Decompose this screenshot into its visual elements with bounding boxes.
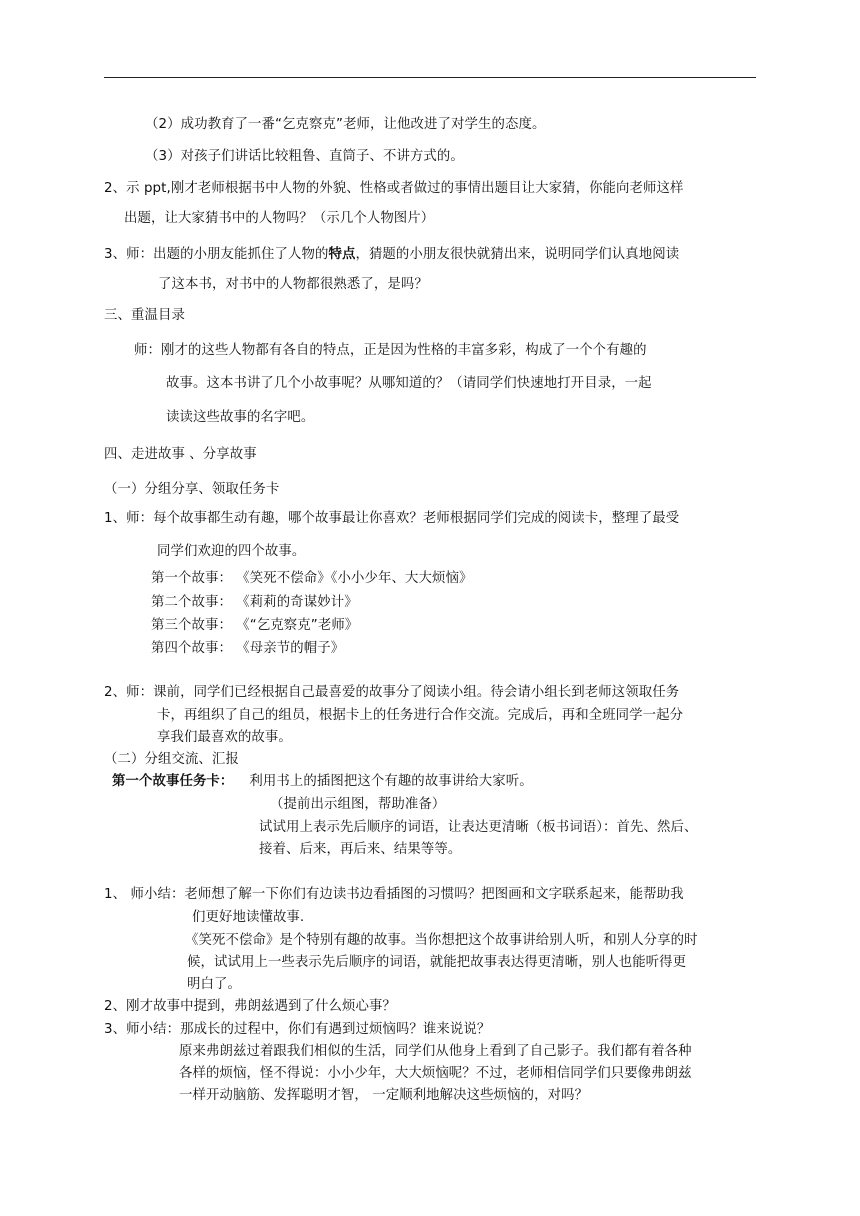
- task-card-line: [112, 773, 533, 791]
- sub-heading: （二）分组交流、汇报: [104, 752, 239, 767]
- text-line: [104, 246, 679, 264]
- text-line: 1、 师小结：老师想了解一下你们有边读书边看插图的习惯吗？把图画和文字联系起来，能帮助我: [104, 887, 684, 902]
- text-line: 《笑死不偿命》是个特别有趣的故事。当你想把这个故事讲给别人听，和别人分享的时: [185, 933, 698, 948]
- text-line: 2、示 ppt,刚才老师根据书中人物的外貌、性格或者做过的事情出题目让大家猜，你能向老师这样: [104, 181, 684, 196]
- text-line: （3）对孩子们讲话比较粗鲁、直筒子、不讲方式的。: [145, 149, 464, 164]
- text-line: 卡，再组织了自己的组员，根据卡上的任务进行合作交流。完成后，再和全班同学一起分: [157, 708, 684, 723]
- text-line: 2、师：课前，同学们已经根据自己最喜爱的故事分了阅读小组。待会请小组长到老师这领取任务: [104, 685, 680, 700]
- text-line: 了这本书，对书中的人物都很熟悉了，是吗？: [158, 277, 428, 292]
- story-item: 第三个故事： 《“乞克察克”老师》: [151, 618, 359, 633]
- text-line: 3、师小结：那成长的过程中，你们有遇到过烦恼吗？谁来说说？: [104, 1022, 491, 1037]
- text-line: 读读这些故事的名字吧。: [166, 410, 315, 425]
- text-line: 2、刚才故事中提到，弗朗兹遇到了什么烦心事？: [104, 999, 396, 1014]
- section-heading: 三、重温目录: [104, 308, 185, 323]
- text-line: 师：刚才的这些人物都有各自的特点，正是因为性格的丰富多彩，构成了一个个有趣的: [134, 343, 647, 358]
- sub-heading: （一）分组分享、领取任务卡: [104, 482, 280, 497]
- emphasis-text: 特点: [328, 247, 356, 262]
- text-line: （2）成功教育了一番“乞克察克”老师，让他改进了对学生的态度。: [145, 117, 546, 132]
- text-segment: 3、师：出题的小朋友能抓住了人物的: [104, 247, 329, 262]
- task-card-label: 第一个故事任务卡：: [112, 774, 234, 789]
- text-line: 出题，让大家猜书中的人物吗？（示几个人物图片）: [124, 211, 435, 226]
- text-line: 明白了。: [187, 977, 241, 992]
- text-line: 一样开动脑筋、发挥聪明才智， 一定顺利地解决这些烦恼的，对吗？: [179, 1088, 589, 1103]
- text-line: 试试用上表示先后顺序的词语，让表达更清晰（板书词语）：首先、然后、: [259, 820, 698, 835]
- text-line: 们更好地读懂故事.: [192, 910, 305, 925]
- text-segment: 利用书上的插图把这个有趣的故事讲给大家听。: [249, 774, 533, 789]
- story-item: 第二个故事： 《莉莉的奇谋妙计》: [151, 595, 358, 610]
- text-line: 故事。这本书讲了几个小故事呢？从哪知道的？（请同学们快速地打开目录，一起: [166, 376, 652, 391]
- text-segment: ，猜题的小朋友很快就猜出来，说明同学们认真地阅读: [355, 247, 680, 262]
- text-line: 各样的烦恼，怪不得说：小小少年，大大烦恼呢？不过，老师相信同学们只要像弗朗兹: [179, 1066, 692, 1081]
- section-heading: 四、走进故事 、分享故事: [104, 447, 257, 462]
- story-item: 第四个故事： 《母亲节的帽子》: [151, 641, 345, 656]
- text-line: 同学们欢迎的四个故事。: [157, 544, 306, 559]
- text-line: 接着、后来，再后来、结果等等。: [259, 842, 462, 857]
- text-line: 享我们最喜欢的故事。: [157, 730, 292, 745]
- text-line: （提前出示组图，帮助准备）: [270, 797, 446, 812]
- story-item: 第一个故事： 《笑死不偿命》《小小少年、大大烦恼》: [151, 571, 473, 586]
- text-line: 候，试试用上一些表示先后顺序的词语，就能把故事表达得更清晰，别人也能听得更: [187, 955, 687, 970]
- header-rule: [104, 77, 756, 78]
- text-line: 原来弗朗兹过着跟我们相似的生活，同学们从他身上看到了自己影子。我们都有着各种: [179, 1044, 692, 1059]
- text-line: 1、师：每个故事都生动有趣，哪个故事最让你喜欢？老师根据同学们完成的阅读卡，整理了最受: [104, 511, 680, 526]
